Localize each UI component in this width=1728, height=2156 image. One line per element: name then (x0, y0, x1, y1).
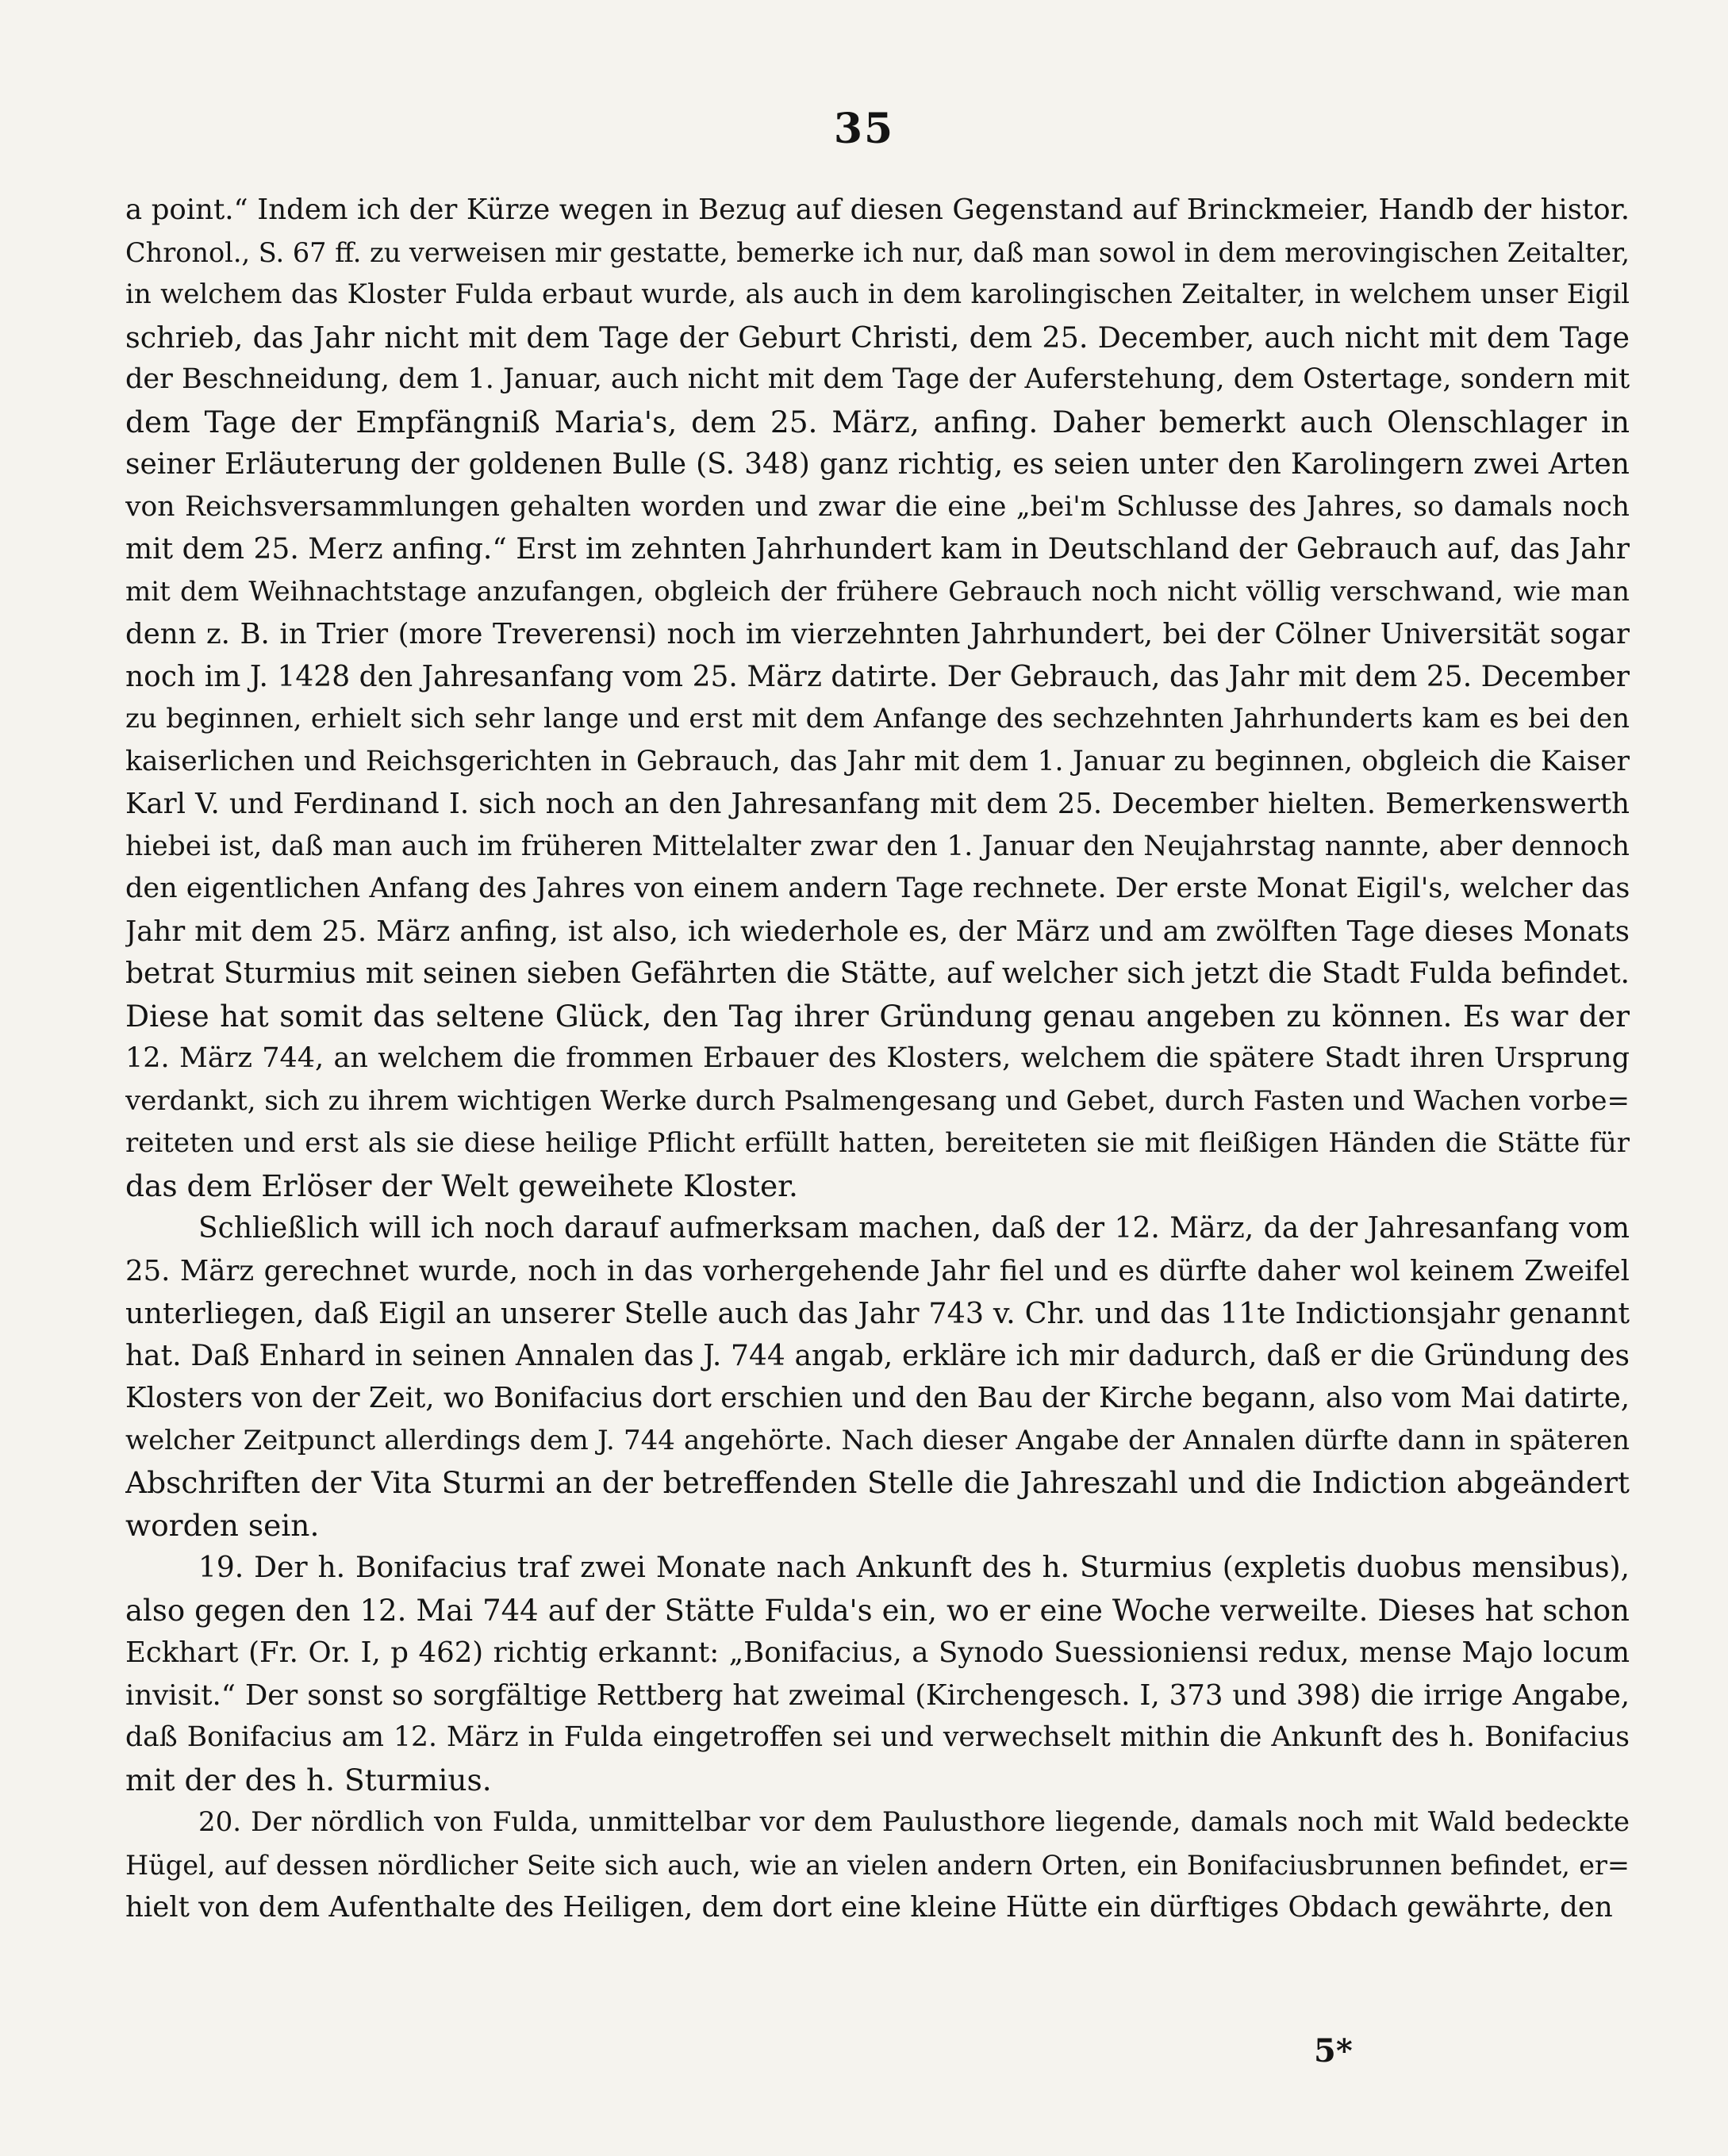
text-line: Klosters von der Zeit, wo Bonifacius dort erschien und den Bau der Kirche begann, also vom Mai datirte, (125, 1382, 1630, 1414)
text-line: schrieb, das Jahr nicht mit dem Tage der Geburt Christi, dem 25. December, auch nicht mit dem Tage (125, 320, 1630, 355)
text-line: seiner Erläuterung der goldenen Bulle (S. 348) ganz richtig, es seien unter den Karolingern zwei Arten (125, 448, 1630, 481)
text-line: betrat Sturmius mit seinen sieben Gefährten die Stätte, auf welcher sich jetzt die Stadt Fulda befindet. (125, 957, 1630, 990)
text-line: invisit.“ Der sonst so sorgfältige Rettberg hat zweimal (Kirchengesch. I, 373 und 398) die irrige Angabe, (125, 1678, 1630, 1712)
text-line: verdankt, sich zu ihrem wichtigen Werke durch Psalmengesang und Gebet, durch Fasten und Wachen vorbe= (125, 1084, 1630, 1117)
text-line: hiebei ist, daß man auch im früheren Mittelalter zwar den 1. Januar den Neujahrstag nannte, aber dennoch (125, 830, 1630, 862)
text-line: denn z. B. in Trier (more Treverensi) noch im vierzehnten Jahrhundert, bei der Cölner Universität sogar (125, 618, 1630, 650)
text-line: unterliegen, daß Eigil an unserer Stelle auch das Jahr 743 v. Chr. und das 11te Indictionsjahr genannt (125, 1296, 1630, 1330)
text-line: welcher Zeitpunct allerdings dem J. 744 angehörte. Nach dieser Angabe der Annalen dürfte dann in späteren (125, 1424, 1630, 1456)
text-line: Jahr mit dem 25. März anfing, ist also, ich wiederhole es, der März und am zwölften Tage dieses Monats (125, 915, 1630, 948)
text-line: dem Tage der Empfängniß Maria's, dem 25. März, anfing. Daher bemerkt auch Olenschlager in (125, 404, 1630, 439)
text-line: mit der des h. Sturmius. (125, 1762, 492, 1797)
text-line: von Reichsversammlungen gehalten worden und zwar die eine „bei'm Schlusse des Jahres, so damals noch (125, 490, 1630, 523)
text-line: Diese hat somit das seltene Glück, den Tag ihrer Gründung genau angeben zu können. Es war der (125, 998, 1630, 1034)
text-line: mit dem 25. Merz anfing.“ Erst im zehnten Jahrhundert kam in Deutschland der Gebrauch auf, das Jahr (125, 533, 1630, 566)
text-line: kaiserlichen und Reichsgerichten in Gebrauch, das Jahr mit dem 1. Januar zu beginnen, obgleich die Kaiser (125, 745, 1630, 777)
text-line: 20. Der nördlich von Fulda, unmittelbar vor dem Paulusthore liegende, damals noch mit Wald bedeckte (198, 1806, 1630, 1838)
text-line: mit dem Weihnachtstage anzufangen, obgleich der frühere Gebrauch noch nicht völlig verschwand, wie man (125, 575, 1630, 608)
body-text (125, 189, 1630, 1929)
text-line: reiteten und erst als sie diese heilige Pflicht erfüllt hatten, bereiteten sie mit fleißigen Händen die Stätte für (125, 1127, 1630, 1159)
text-line: 12. März 744, an welchem die frommen Erbauer des Klosters, welchem die spätere Stadt ihren Ursprung (125, 1042, 1630, 1074)
text-line: Eckhart (Fr. Or. I, p 462) richtig erkannt: „Bonifacius, a Synodo Suessioniensi redux, mense Majo locum (125, 1636, 1630, 1669)
text-line: hielt von dem Aufenthalte des Heiligen, dem dort eine kleine Hütte ein dürftiges Obdach gewährte, den (125, 1891, 1613, 1924)
text-line: in welchem das Kloster Fulda erbaut wurde, als auch in dem karolingischen Zeitalter, in welchem unser Eigil (125, 278, 1630, 310)
text-line: a point.“ Indem ich der Kürze wegen in Bezug auf diesen Gegenstand auf Brinckmeier, Handb der histor. (125, 194, 1630, 226)
text-line: das dem Erlöser der Welt geweihete Kloster. (125, 1168, 798, 1203)
text-line: also gegen den 12. Mai 744 auf der Stätte Fulda's ein, wo er eine Woche verweilte. Dieses hat schon (125, 1593, 1630, 1628)
text-line: daß Bonifacius am 12. März in Fulda eingetroffen sei und verwechselt mithin die Ankunft des h. Bonifacius (125, 1721, 1630, 1753)
page-number: 35 (833, 105, 895, 153)
text-line: Karl V. und Ferdinand I. sich noch an den Jahresanfang mit dem 25. December hielten. Bemerkenswerth (125, 788, 1630, 820)
text-line: Schließlich will ich noch darauf aufmerksam machen, daß der 12. März, da der Jahresanfang vom (198, 1212, 1630, 1245)
text-line: der Beschneidung, dem 1. Januar, auch nicht mit dem Tage der Auferstehung, dem Ostertage, sondern mit (125, 363, 1630, 395)
text-line: noch im J. 1428 den Jahresanfang vom 25. März datirte. Der Gebrauch, das Jahr mit dem 25. December (125, 660, 1630, 693)
text-line: Abschriften der Vita Sturmi an der betreffenden Stelle die Jahreszahl und die Indiction abgeändert (125, 1465, 1630, 1500)
text-line: worden sein. (125, 1507, 320, 1543)
text-line: hat. Daß Enhard in seinen Annalen das J. 744 angab, erkläre ich mir dadurch, daß er die Gründung des (125, 1339, 1630, 1372)
text-line: 25. März gerechnet wurde, noch in das vorhergehende Jahr fiel und es dürfte daher wol keinem Zweifel (125, 1254, 1630, 1287)
text-line: 19. Der h. Bonifacius traf zwei Monate nach Ankunft des h. Sturmius (expletis duobus mensibus), (198, 1552, 1630, 1584)
text-line: Chronol., S. 67 ff. zu verweisen mir gestatte, bemerke ich nur, daß man sowol in dem merovingischen Zeitalter, (125, 236, 1630, 268)
paragraph (125, 1547, 1630, 1801)
text-line: Hügel, auf dessen nördlicher Seite sich auch, wie an vielen andern Orten, ein Bonifaciusbrunnen befindet, er= (125, 1849, 1630, 1881)
signature-mark: 5* (1314, 2032, 1353, 2070)
paragraph (125, 189, 1630, 1207)
text-line: den eigentlichen Anfang des Jahres von einem andern Tage rechnete. Der erste Monat Eigil's, welcher das (125, 873, 1630, 904)
paragraph (125, 1207, 1630, 1547)
text-line: zu beginnen, erhielt sich sehr lange und erst mit dem Anfange des sechzehnten Jahrhunderts kam es bei den (125, 703, 1630, 735)
paragraph (125, 1801, 1630, 1929)
